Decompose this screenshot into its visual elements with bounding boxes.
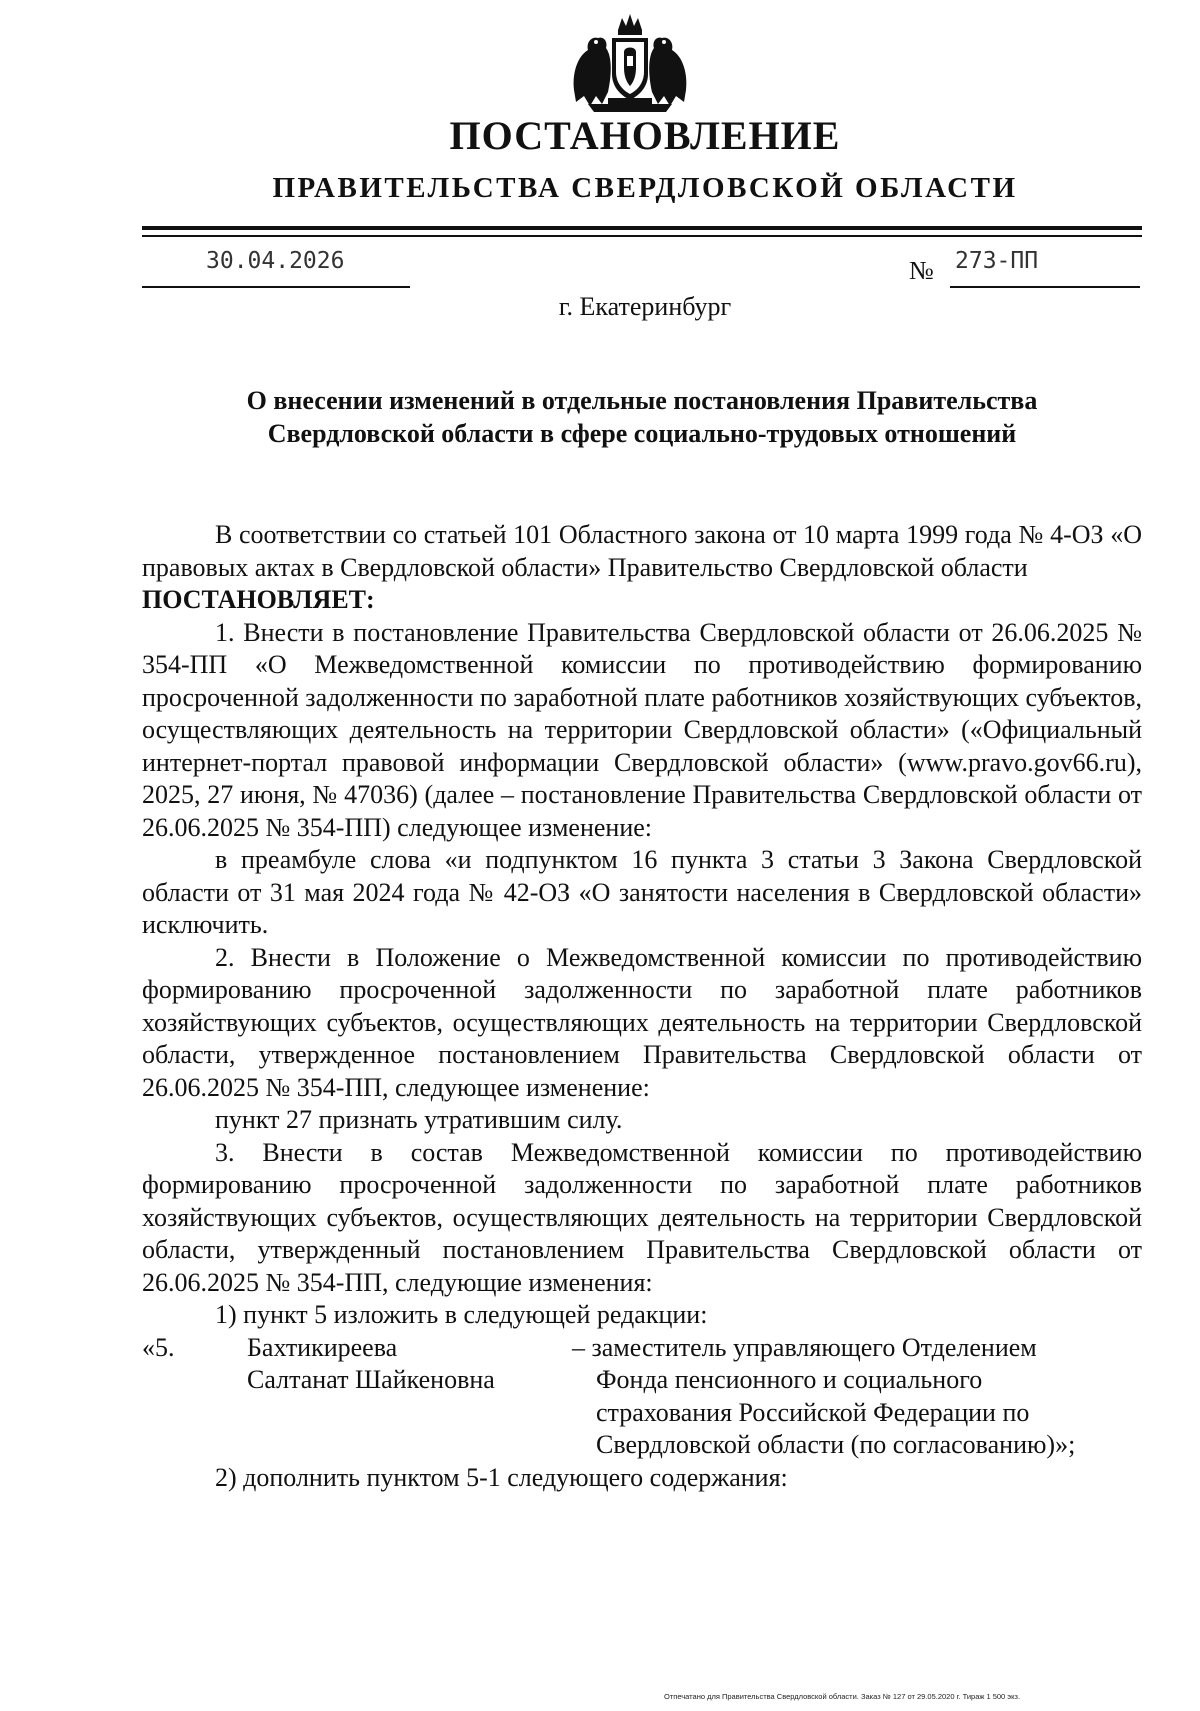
member-position-line-2: Фонда пенсионного и социального — [596, 1365, 983, 1394]
resolves-heading: ПОСТАНОВЛЯЕТ: — [142, 585, 375, 614]
item-3-sub-2-paragraph: 2) дополнить пунктом 5-1 следующего содержания: — [215, 1462, 788, 1492]
issuing-authority: ПРАВИТЕЛЬСТВА СВЕРДЛОВСКОЙ ОБЛАСТИ — [272, 172, 1018, 204]
document-type: ПОСТАНОВЛЕНИЕ — [449, 113, 841, 158]
member-name-line-1: Бахтикиреева — [247, 1332, 398, 1362]
document-body — [142, 519, 1142, 1494]
item-3-sub-1-paragraph: 1) пункт 5 изложить в следующей редакции: — [215, 1300, 708, 1329]
document-number: 273-ПП — [955, 248, 1039, 274]
member-number: «5. — [142, 1332, 175, 1362]
item-3-paragraph: 3. Внести в состав Межведомственной комиссии по противодействию формированию просроченной задолженности по заработной плате работников хозяйствующих субъектов, осуществляющих деятельность на территории Свердловской области, утвержденный постановлением Правительства Свердловской области от 26.06.2025 № 354-ПП, следующие изменения: — [142, 1137, 1142, 1297]
document-title — [142, 384, 1142, 450]
preamble-paragraph: В соответствии со статьей 101 Областного закона от 10 марта 1999 года № 4-ОЗ «О правовых актах в Свердловской области» Правительство Свердловской области — [142, 520, 1142, 582]
commission-member-entry — [142, 1332, 1142, 1462]
member-position — [572, 1332, 1107, 1462]
coat-of-arms-emblem — [568, 12, 692, 112]
member-position-line-1: – заместитель управляющего Отделением — [572, 1332, 1037, 1362]
date-field — [142, 248, 410, 288]
member-name — [247, 1332, 572, 1462]
header-divider-thin — [142, 235, 1142, 237]
number-label: № — [909, 256, 934, 285]
item-1-paragraph: 1. Внести в постановление Правительства Свердловской области от 26.06.2025 № 354-ПП «О Межведомственной комиссии по противодействию формированию просроченной задолженности по заработной плате работников хозяйствующих субъектов, осуществляющих деятельность на территории Свердловской области» («Официальный интернет-портал правовой информации Свердловской области» (www.pravo.gov66.ru), 2025, 27 июня, № 47036) (далее – постановление Правительства Свердловской области от 26.06.2025 № 354-ПП) следующее изменение: — [142, 617, 1142, 842]
item-1-detail-paragraph: в преамбуле слова «и подпунктом 16 пункта 3 статьи 3 Закона Свердловской области от 31 мая 2024 года № 42-ОЗ «О занятости населения в Свердловской области» исключить. — [142, 845, 1142, 939]
item-2-paragraph: 2. Внести в Положение о Межведомственной комиссии по противодействию формированию просроченной задолженности по заработной плате работников хозяйствующих субъектов, осуществляющих деятельность на территории Свердловской области, утвержденное постановлением Правительства Свердловской области от 26.06.2025 № 354-ПП, следующее изменение: — [142, 942, 1142, 1102]
item-2-detail-paragraph: пункт 27 признать утратившим силу. — [215, 1105, 623, 1134]
title-line-1: О внесении изменений в отдельные постановления Правительства — [246, 386, 1038, 415]
member-position-line-4: Свердловской области (по согласованию)»; — [596, 1430, 1076, 1459]
title-line-2: Свердловской области в сфере социально-трудовых отношений — [267, 419, 1017, 448]
city: г. Екатеринбург — [558, 292, 732, 321]
member-position-line-3: страхования Российской Федерации по — [596, 1397, 1030, 1427]
print-footer: Отпечатано для Правительства Свердловской области. Заказ № 127 от 29.05.2020 г. Тираж 1 500 экз. — [664, 1692, 1021, 1701]
document-date: 30.04.2026 — [206, 248, 345, 274]
number-field — [950, 248, 1140, 288]
member-name-line-2: Салтанат Шайкеновна — [247, 1365, 495, 1394]
header-divider-thick — [142, 226, 1142, 230]
